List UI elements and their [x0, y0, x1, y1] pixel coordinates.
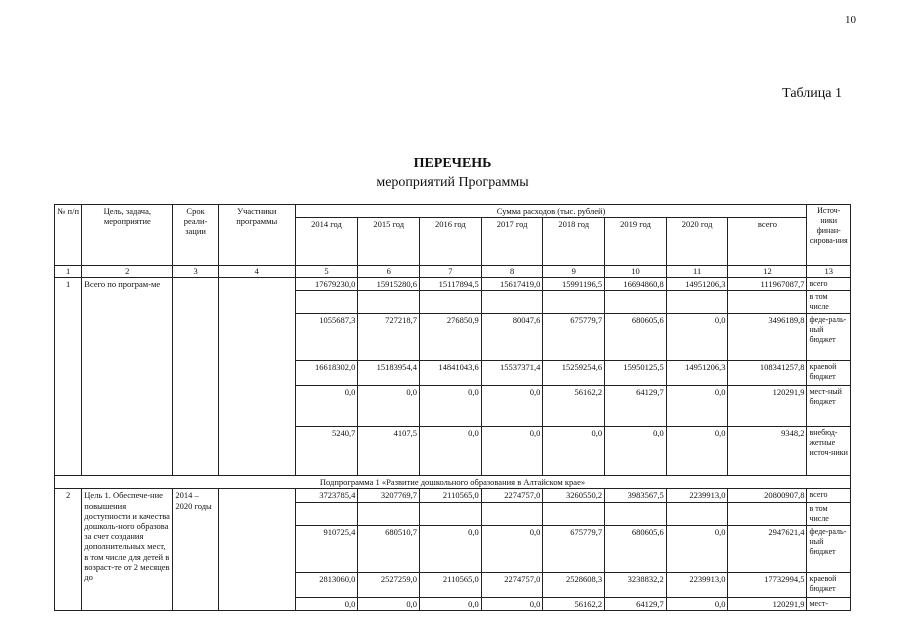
header-num: № п/п [55, 205, 82, 266]
row-number: 1 [55, 278, 82, 476]
row-number: 2 [55, 489, 82, 610]
amount-cell: 0,0 [420, 427, 482, 476]
header-year: 2017 год [481, 218, 543, 266]
amount-cell: 910725,4 [295, 525, 358, 572]
amount-cell: 111967087,7 [728, 278, 807, 291]
amount-cell: 2239913,0 [666, 489, 728, 502]
amount-cell [543, 502, 605, 525]
row-goal: Всего по програм-ме [82, 278, 173, 476]
amount-cell: 15991196,5 [543, 278, 605, 291]
amount-cell [666, 502, 728, 525]
amount-cell: 0,0 [481, 597, 543, 610]
amount-cell: 680605,6 [605, 525, 667, 572]
column-number: 3 [173, 266, 219, 278]
amount-cell: 56162,2 [543, 386, 605, 427]
amount-cell [420, 291, 482, 314]
amount-cell: 14951206,3 [666, 361, 728, 386]
header-goal: Цель, задача, мероприятие [82, 205, 173, 266]
amount-cell: 2528608,3 [543, 572, 605, 597]
amount-cell: 2239913,0 [666, 572, 728, 597]
amount-cell: 2274757,0 [481, 489, 543, 502]
row-term [173, 278, 219, 476]
subprogram-title: Подпрограмма 1 «Развитие дошкольного образования в Алтайском крае» [55, 476, 851, 489]
amount-cell: 15915280,6 [358, 278, 420, 291]
header-sum: Сумма расходов (тыс. рублей) [295, 205, 807, 218]
amount-cell: 120291,9 [728, 386, 807, 427]
column-number: 7 [420, 266, 482, 278]
column-number: 6 [358, 266, 420, 278]
amount-cell: 3496189,8 [728, 314, 807, 361]
document-title: ПЕРЕЧЕНЬ [413, 156, 492, 171]
amount-cell: 2110565,0 [420, 572, 482, 597]
table-caption: Таблица 1 [782, 86, 842, 101]
amount-cell [420, 502, 482, 525]
amount-cell: 15950125,5 [605, 361, 667, 386]
source-cell: всего [807, 278, 851, 291]
source-cell: всего [807, 489, 851, 502]
amount-cell: 16618302,0 [295, 361, 358, 386]
amount-cell: 56162,2 [543, 597, 605, 610]
header-year: 2014 год [295, 218, 358, 266]
source-cell: в том числе [807, 502, 851, 525]
amount-cell: 80047,6 [481, 314, 543, 361]
table-row [55, 489, 851, 502]
amount-cell: 3723785,4 [295, 489, 358, 502]
column-number: 12 [728, 266, 807, 278]
amount-cell: 0,0 [666, 314, 728, 361]
amount-cell: 2813060,0 [295, 572, 358, 597]
amount-cell [358, 291, 420, 314]
amount-cell [481, 291, 543, 314]
header-row [55, 205, 851, 218]
amount-cell [728, 291, 807, 314]
amount-cell: 15537371,4 [481, 361, 543, 386]
row-participants [218, 489, 295, 610]
amount-cell: 2274757,0 [481, 572, 543, 597]
amount-cell: 15117894,5 [420, 278, 482, 291]
column-number-row [55, 266, 851, 278]
header-source: Источ-ники финан-сирова-ния [807, 205, 851, 266]
amount-cell [358, 502, 420, 525]
amount-cell: 120291,9 [728, 597, 807, 610]
subprogram-row [55, 476, 851, 489]
amount-cell [605, 291, 667, 314]
row-goal: Цель 1. Обеспече-ние повышения доступности и качества дошколь-ного образова за счет создания дополнительных мест, в том числе для детей в возраст-те от 2 месяцев до [82, 489, 173, 610]
measures-table [54, 204, 851, 611]
amount-cell: 0,0 [295, 386, 358, 427]
amount-cell: 2527259,0 [358, 572, 420, 597]
amount-cell: 64129,7 [605, 597, 667, 610]
amount-cell: 3207769,7 [358, 489, 420, 502]
amount-cell: 1055687,3 [295, 314, 358, 361]
amount-cell: 0,0 [666, 427, 728, 476]
amount-cell: 0,0 [666, 525, 728, 572]
source-cell: внебюд-жетные источ-ники [807, 427, 851, 476]
amount-cell: 727218,7 [358, 314, 420, 361]
amount-cell: 17679230,0 [295, 278, 358, 291]
header-year: 2015 год [358, 218, 420, 266]
amount-cell [543, 291, 605, 314]
amount-cell: 0,0 [420, 386, 482, 427]
amount-cell: 0,0 [666, 597, 728, 610]
amount-cell: 0,0 [295, 597, 358, 610]
amount-cell: 14951206,3 [666, 278, 728, 291]
source-cell: мест- [807, 597, 851, 610]
amount-cell: 15259254,6 [543, 361, 605, 386]
amount-cell: 0,0 [666, 386, 728, 427]
column-number: 9 [543, 266, 605, 278]
amount-cell: 0,0 [420, 597, 482, 610]
amount-cell: 0,0 [481, 427, 543, 476]
page-number: 10 [845, 14, 856, 26]
amount-cell: 16694860,8 [605, 278, 667, 291]
amount-cell: 276850,9 [420, 314, 482, 361]
amount-cell: 17732994,5 [728, 572, 807, 597]
header-year: 2019 год [605, 218, 667, 266]
amount-cell: 3238832,2 [605, 572, 667, 597]
column-number: 2 [82, 266, 173, 278]
amount-cell [295, 291, 358, 314]
amount-cell: 9348,2 [728, 427, 807, 476]
amount-cell [481, 502, 543, 525]
amount-cell: 0,0 [420, 525, 482, 572]
column-number: 5 [295, 266, 358, 278]
header-year: 2020 год [666, 218, 728, 266]
column-number: 1 [55, 266, 82, 278]
amount-cell [295, 502, 358, 525]
header-year: 2016 год [420, 218, 482, 266]
table-row [55, 278, 851, 291]
row-term: 2014 – 2020 годы [173, 489, 219, 610]
amount-cell: 0,0 [543, 427, 605, 476]
source-cell: мест-ный бюджет [807, 386, 851, 427]
amount-cell: 3983567,5 [605, 489, 667, 502]
amount-cell: 0,0 [358, 597, 420, 610]
amount-cell: 64129,7 [605, 386, 667, 427]
amount-cell: 2947621,4 [728, 525, 807, 572]
amount-cell [728, 502, 807, 525]
amount-cell: 680510,7 [358, 525, 420, 572]
amount-cell: 108341257,8 [728, 361, 807, 386]
source-cell: феде-раль-ный бюджет [807, 314, 851, 361]
header-year: 2018 год [543, 218, 605, 266]
source-cell: краевой бюджет [807, 572, 851, 597]
header-year: всего [728, 218, 807, 266]
amount-cell: 3260550,2 [543, 489, 605, 502]
amount-cell: 680605,6 [605, 314, 667, 361]
amount-cell: 675779,7 [543, 525, 605, 572]
source-cell: феде-раль-ный бюджет [807, 525, 851, 572]
column-number: 8 [481, 266, 543, 278]
column-number: 13 [807, 266, 851, 278]
row-participants [218, 278, 295, 476]
amount-cell: 2110565,0 [420, 489, 482, 502]
amount-cell: 14841043,6 [420, 361, 482, 386]
amount-cell [605, 502, 667, 525]
document-subtitle: мероприятий Программы [376, 175, 529, 190]
amount-cell: 0,0 [481, 525, 543, 572]
amount-cell: 0,0 [481, 386, 543, 427]
amount-cell: 15617419,0 [481, 278, 543, 291]
amount-cell: 675779,7 [543, 314, 605, 361]
amount-cell: 4107,5 [358, 427, 420, 476]
amount-cell: 15183954,4 [358, 361, 420, 386]
amount-cell: 5240,7 [295, 427, 358, 476]
source-cell: в том числе [807, 291, 851, 314]
header-participants: Участники программы [218, 205, 295, 266]
header-term: Срок реали-зации [173, 205, 219, 266]
amount-cell: 0,0 [605, 427, 667, 476]
source-cell: краевой бюджет [807, 361, 851, 386]
column-number: 11 [666, 266, 728, 278]
column-number: 4 [218, 266, 295, 278]
column-number: 10 [605, 266, 667, 278]
amount-cell [666, 291, 728, 314]
amount-cell: 0,0 [358, 386, 420, 427]
amount-cell: 20800907,8 [728, 489, 807, 502]
